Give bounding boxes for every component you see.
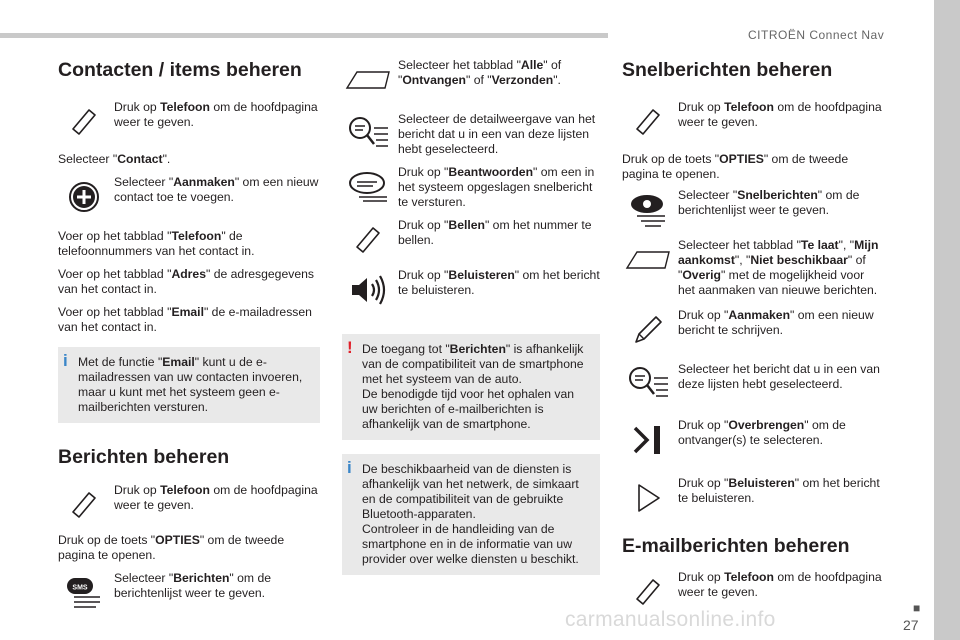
reply-list-icon	[342, 165, 394, 209]
handset-icon	[58, 100, 110, 144]
step-call	[342, 218, 600, 262]
handset-icon	[58, 483, 110, 527]
section-title-messages: Berichten beheren	[58, 446, 230, 468]
step-text: Selecteer het tabblad "Te laat", "Mijn aankomst", "Niet beschikbaar" of "Overig" met de mogelijkheid voor het aanmaken van nieuwe berichten.	[678, 238, 879, 297]
handset-icon	[342, 218, 394, 262]
handset-icon	[622, 100, 674, 144]
step-create	[58, 175, 320, 219]
message-detail-icon	[342, 112, 394, 156]
step-text: Druk op "Beantwoorden" om een in het systeem opgeslagen snelbericht te versturen.	[398, 165, 595, 209]
play-icon	[622, 476, 674, 520]
step-options-2: Druk op de toets "OPTIES" om de tweede pagina te openen.	[622, 152, 849, 181]
step-select-message	[622, 362, 884, 406]
step-quick-tabs	[622, 238, 884, 298]
column-messages	[342, 58, 600, 575]
step-phone-2	[58, 483, 320, 527]
page-marker: ■	[913, 601, 921, 615]
section-title-email: E-mailberichten beheren	[622, 535, 850, 557]
section-title-quick-messages: Snelberichten beheren	[622, 59, 833, 81]
sms-icon	[58, 571, 110, 615]
step-options: Druk op de toets "OPTIES" om de tweede pagina te openen.	[58, 533, 285, 562]
info-icon: i	[63, 351, 68, 370]
step-text: Druk op Telefoon om de hoofdpagina weer te geven.	[114, 483, 318, 512]
step-tab-phone: Voer op het tabblad "Telefoon" de telefoonnummers van het contact in.	[58, 229, 255, 258]
page-number: 27	[903, 617, 919, 633]
tab-icon	[622, 238, 674, 282]
step-quick-list	[622, 188, 884, 232]
watermark: carmanualsonline.info	[565, 608, 776, 631]
step-phone	[58, 100, 320, 144]
step-text: Selecteer "Snelberichten" om de berichtenlijst weer te geven.	[678, 188, 860, 217]
step-phone-3	[622, 100, 884, 144]
step-text: Druk op "Aanmaken" om een nieuw bericht te schrijven.	[678, 308, 874, 337]
step-text: Selecteer het bericht dat u in een van deze lijsten hebt geselecteerd.	[678, 362, 880, 391]
forward-icon	[622, 418, 674, 462]
step-new-message	[622, 308, 884, 352]
brand-label: CITROËN Connect Nav	[748, 28, 885, 42]
info-note-email: i Met de functie "Email" kunt u de e-mailadressen van uw contacten invoeren, maar u kunt met het systeem geen e-mailberichten versturen.	[58, 347, 320, 423]
step-tab-email: Voer op het tabblad "Email" de e-mailadressen van het contact in.	[58, 305, 312, 334]
step-forward	[622, 418, 884, 462]
step-reply	[342, 165, 600, 210]
step-detail	[342, 112, 600, 157]
info-icon: i	[347, 458, 352, 477]
header-rule	[0, 33, 608, 38]
pencil-icon	[622, 308, 674, 352]
step-messages	[58, 571, 320, 615]
step-text: Selecteer "Aanmaken" om een nieuw contact toe te voegen.	[114, 175, 319, 204]
warning-note: ! De toegang tot "Berichten" is afhankelijk van de compatibiliteit van de smartphone met het systeem van de auto. De benodigde tijd voor het ophalen van uw berichten of e-mailberichten is afhankelijk van de smartphone.	[342, 334, 600, 440]
message-detail-icon	[622, 362, 674, 406]
step-text: Druk op "Overbrengen" om de ontvanger(s) te selecteren.	[678, 418, 846, 447]
info-note-services: i De beschikbaarheid van de diensten is afhankelijk van het netwerk, de simkaart en de compatibiliteit van de gebruikte Bluetooth-apparaten. Controleer in de handleiding van de smartphone en in de informatie van uw provider over welke diensten u beschikt.	[342, 454, 600, 575]
column-quick-messages	[622, 58, 884, 614]
quick-message-icon	[622, 188, 674, 232]
warning-icon: !	[347, 338, 353, 357]
step-tab-address: Voer op het tabblad "Adres" de adresgegevens van het contact in.	[58, 267, 314, 296]
sms-label: SMS	[72, 584, 88, 592]
step-text: Druk op "Beluisteren" om het bericht te beluisteren.	[678, 476, 880, 505]
step-play	[622, 476, 884, 520]
step-text: Druk op "Bellen" om het nummer te bellen.	[398, 218, 592, 247]
page-side-bar	[934, 0, 960, 640]
step-listen	[342, 268, 600, 312]
step-text: Druk op Telefoon om de hoofdpagina weer te geven.	[114, 100, 318, 129]
column-contacts	[58, 58, 320, 615]
step-tabs	[342, 58, 600, 102]
step-text: Selecteer de detailweergave van het bericht dat u in een van deze lijsten hebt geselecteerd.	[398, 112, 596, 156]
tab-icon	[342, 58, 394, 102]
speaker-icon	[342, 268, 394, 312]
step-contact: Selecteer "Contact".	[58, 152, 171, 166]
step-text: Selecteer het tabblad "Alle" of "Ontvangen" of "Verzonden".	[398, 58, 562, 87]
step-text: Selecteer "Berichten" om de berichtenlijst weer te geven.	[114, 571, 272, 600]
step-text: Druk op Telefoon om de hoofdpagina weer te geven.	[678, 100, 882, 129]
step-text: Druk op "Beluisteren" om het bericht te beluisteren.	[398, 268, 600, 297]
step-text: Druk op Telefoon om de hoofdpagina weer te geven.	[678, 570, 882, 599]
section-title-contacts: Contacten / items beheren	[58, 59, 302, 81]
plus-circle-icon	[58, 175, 110, 219]
